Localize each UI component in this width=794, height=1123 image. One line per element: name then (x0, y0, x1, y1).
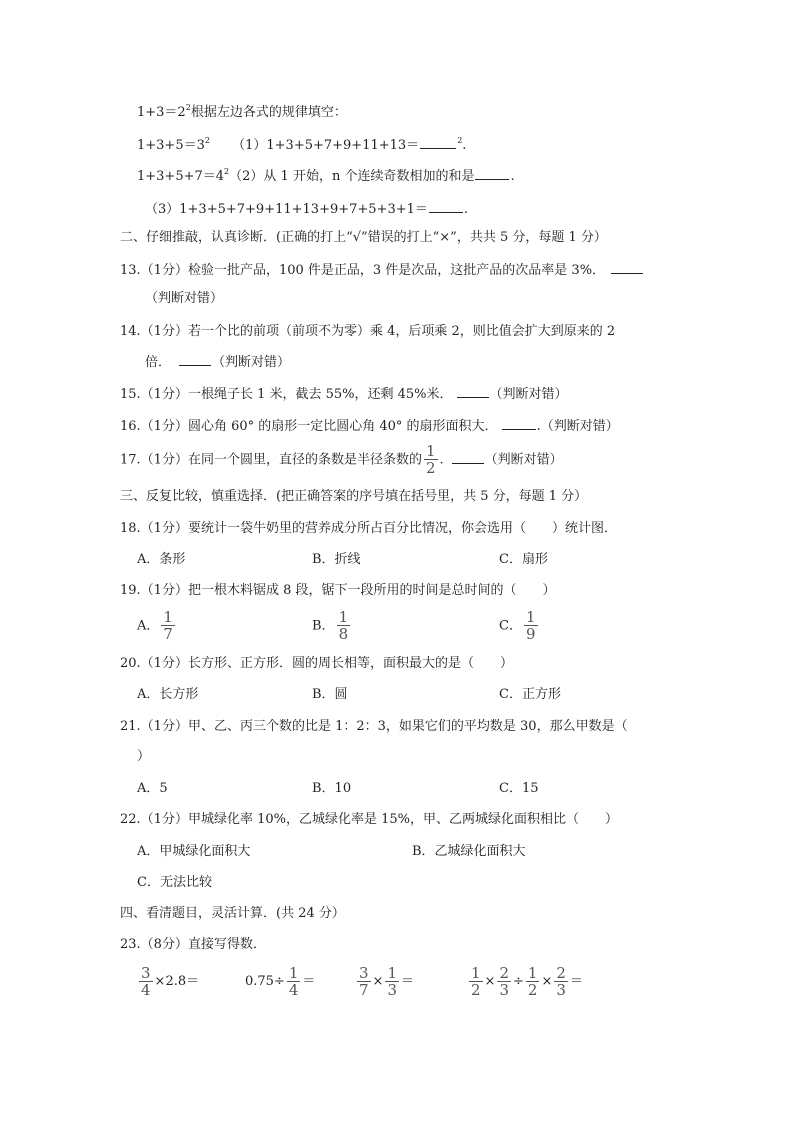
answer-blank-15[interactable] (457, 384, 489, 398)
fraction-half: $\frac{1}{2}$ (425, 442, 436, 477)
answer-blank-16[interactable] (502, 416, 536, 430)
pattern-line-2: $1+3+5=3^2$ （1）1+3+5+7+9+11+13＝ $^2$. (137, 136, 467, 153)
section4-heading: 四、看清题目，灵活计算．(共 24 分） (120, 906, 345, 921)
calc-row (137, 966, 737, 1006)
option-c[interactable]: C．无法比较 (137, 875, 212, 890)
answer-blank-3[interactable] (429, 199, 463, 213)
calc-item-2: 0.75÷ $\frac{1}{4}$ ＝ (245, 964, 316, 999)
question-19-options (137, 610, 737, 644)
option-c[interactable]: C． $\frac{1}{9}$ (499, 608, 536, 643)
answer-blank-2[interactable] (475, 166, 509, 180)
pattern-line-3: $1+3+5+7=4^2(2)$从 1 开始，n 个连续奇数相加的和是 . (137, 167, 515, 184)
answer-blank-1[interactable] (420, 135, 456, 149)
option-c[interactable]: C．正方形 (499, 687, 561, 702)
calc-item-4: $\frac{1}{2}$ × $\frac{2}{3}$ ÷ $\frac{1}{2}$ × $\frac{2}{3}$ ＝ (471, 964, 583, 999)
question-15: 15.（1分）一根绳子长 1 米，截去 55%，还剩 45%米． （判断对错） (120, 384, 568, 404)
answer-blank-13[interactable] (611, 260, 643, 274)
option-b[interactable]: B．乙城绿化面积大 (412, 844, 526, 859)
answer-blank-17[interactable] (452, 450, 484, 464)
question-21-tail: ） (137, 749, 151, 764)
pattern-line-4: （3）1+3+5+7+9+11+13+9+7+5+3+1＝ . (145, 199, 468, 219)
section2-heading: 二、仔细推敲，认真诊断．(正确的打上“√”错误的打上“×”，共共 5 分，每题 1 分） (120, 230, 607, 245)
question-14-tail: 倍． （判断对错） (145, 352, 290, 372)
question-21: 21.（1分）甲、乙、丙三个数的比是 1：2：3，如果它们的平均数是 30，那么甲数是（ (120, 719, 628, 734)
calc-item-1: $\frac{3}{4}$ ×2.8＝ (141, 964, 200, 999)
answer-blank-14[interactable] (179, 352, 211, 366)
pattern-line-1: $1+3=2^2$根据左边各式的规律填空： (137, 103, 347, 120)
question-13: 13.（1分）检验一批产品，100 件是正品，3 件是次品，这批产品的次品率是 3%． (120, 260, 644, 280)
option-a[interactable]: A．条形 (137, 552, 186, 567)
option-b[interactable]: B．圆 (312, 687, 348, 702)
question-22: 22.（1分）甲城绿化率 10%，乙城绿化率是 15%，甲、乙两城绿化面积相比（ ） (120, 812, 618, 827)
section3-heading: 三、反复比较，慎重选择．(把正确答案的序号填在括号里，共 5 分，每题 1 分） (120, 489, 588, 504)
option-c[interactable]: C．扇形 (499, 552, 548, 567)
calc-item-3: $\frac{3}{7}$ × $\frac{1}{3}$ ＝ (359, 964, 415, 999)
question-16: 16.（1分）圆心角 60° 的扇形一定比圆心角 40° 的扇形面积大． .（判断对错） (120, 416, 619, 436)
option-a[interactable]: A． $\frac{1}{7}$ (137, 608, 173, 643)
question-19: 19.（1分）把一根木料锯成 8 段，锯下一段所用的时间是总时间的（ ） (120, 583, 556, 598)
question-13-tail: （判断对错） (145, 291, 224, 306)
question-17: 17.（1分）在同一个圆里，直径的条数是半径条数的 $\frac{1}{2}$ . （判断对错） (120, 442, 563, 477)
question-14: 14.（1分）若一个比的前项（前项不为零）乘 4，后项乘 2，则比值会扩大到原来的 2 (120, 324, 616, 339)
option-a[interactable]: A．长方形 (137, 687, 199, 702)
question-20: 20.（1分）长方形、正方形．圆的周长相等，面积最大的是（ ） (120, 656, 513, 671)
question-23: 23.（8分）直接写得数． (120, 937, 266, 952)
option-b[interactable]: B．折线 (312, 552, 361, 567)
option-b[interactable]: B．10 (312, 781, 352, 796)
option-a[interactable]: A．5 (137, 781, 168, 796)
question-18: 18.（1分）要统计一袋牛奶里的营养成分所占百分比情况，你会选用（ ）统计图． (120, 521, 617, 536)
option-a[interactable]: A．甲城绿化面积大 (137, 844, 251, 859)
option-b[interactable]: B． $\frac{1}{8}$ (312, 608, 349, 643)
option-c[interactable]: C．15 (499, 781, 539, 796)
